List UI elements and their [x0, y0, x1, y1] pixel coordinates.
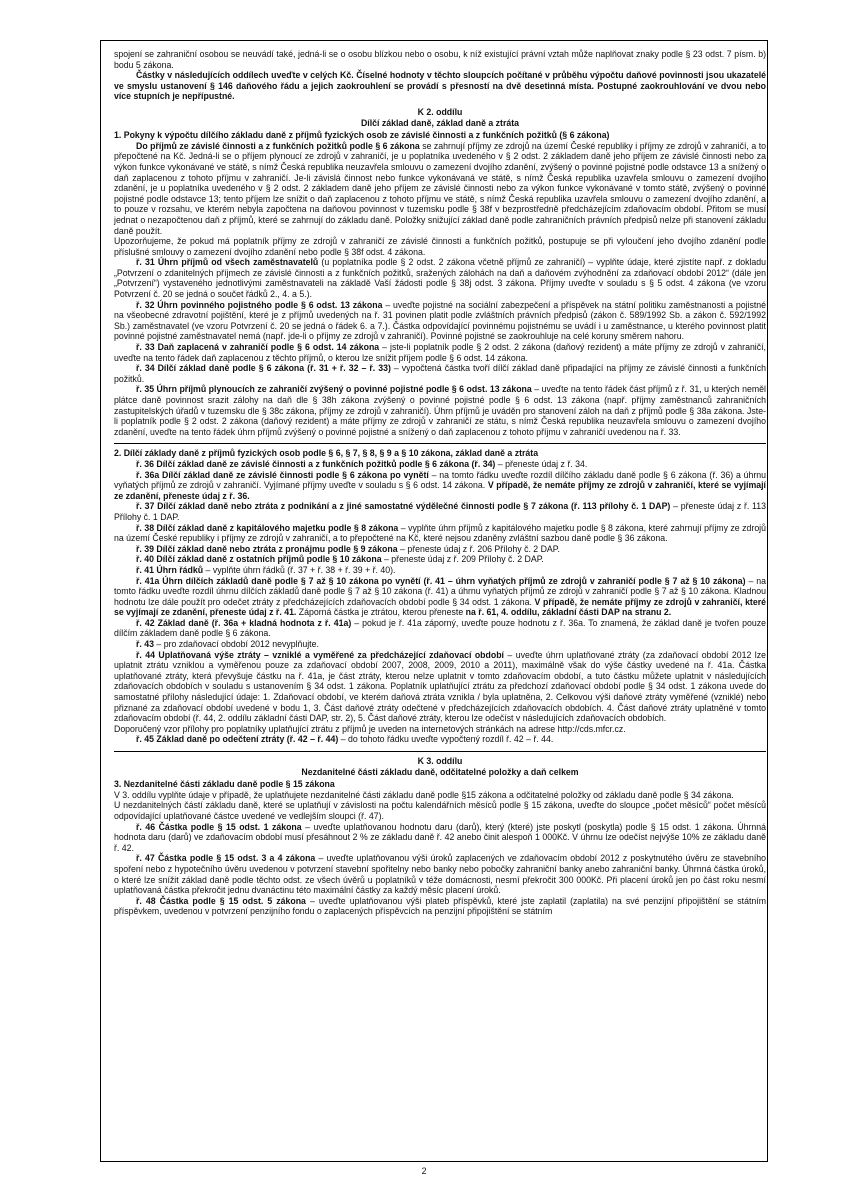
section-2-heading-1: 1. Pokyny k výpočtu dílčího základu daně z příjmů fyzických osob ze závislé činnosti a z funkčních požitků (§ 6 zákona)	[114, 130, 610, 141]
row-35-paragraph: ř. 35 Úhrn příjmů plynoucích ze zahraničí zvýšený o povinné pojistné podle § 6 odst. 13 zákona – uveďte na tento řádek část příjmů z ř. 31, u kterých neměl plátce daně povinnost srazit zálohy na daň dle § 38h zákona zvýšený o povinné pojistné podle § 6 odst. 13 zákona (např. příjmy zaměstnanců zahraničních zastupitelských úřadů v tuzemsku dle § 38c zákona, příjmy ze zdrojů v zahraničí). Úhrn příjmů je uváděn pro stanovení záloh na daň z příjmů podle § 38a zákona. Jste-li poplatník podle § 2 odst. 2 zákona (daňový rezident) a máte příjmy ze zdrojů v zahraničí ze státu, s nímž Česká republika neuzavřela smlouvu o zamezení dvojího zdanění, uveďte na tento řádek úhrn příjmů zvýšený o povinné pojistné a snížený o daň zaplacenou z tohoto příjmu v zahraničí uvedenou na ř. 33.	[114, 384, 766, 437]
row-37-paragraph: ř. 37 Dílčí základ daně nebo ztráta z podnikání a z jiné samostatné výdělečné činnosti podle § 7 zákona (ř. 113 přílohy č. 1 DAP) – přeneste údaj z ř. 113 Přílohy č. 1 DAP.	[114, 501, 767, 522]
divider	[114, 443, 766, 444]
section-2-subtitle: Dílčí základ daně, základ daně a ztráta	[360, 117, 520, 128]
intro-note: Částky v následujících oddílech uveďte v celých Kč. Číselné hodnoty v těchto sloupcích počítané v průběhu výpočtu daňové povinnosti jsou ukazatelé ve smyslu ustanovení § 146 daňového řádu a jejich zaokrouhlení se provádí s přesností na dvě desetinná místa. Postupné zaokrouhlování ve dvou nebo více stupních je nepřípustné.	[114, 70, 766, 102]
row-43-paragraph: ř. 43 – pro zdaňovací období 2012 nevyplňujte.	[136, 639, 319, 650]
intro-paragraph: spojení se zahraniční osobou se neuvádí také, jedná-li se o osobu blízkou nebo o osobu, k níž existující právní vztah může naplňovat znaky podle § 23 odst. 7 písm. b) bodu 5 zákona.	[114, 49, 766, 70]
section-3-heading: 3. Nezdanitelné části základu daně podle § 15 zákona	[114, 779, 335, 790]
income-paragraph: Do příjmů ze závislé činnosti a z funkčních požitků podle § 6 zákona se zahrnují příjmy ze zdrojů na území České republiky i příjmy ze zdrojů v zahraničí, a to přepočtené na Kč. Jedná-li se o příjem plynoucí ze zdrojů v zahraničí, je u poplatníka uvedeného v § 2 odst. 2 základem daně jeho příjem ze závislé činnosti nebo za výkon funkce vykonávané ve státě, s nímž Česká republika neuzavřela smlouvu o zamezení dvojího zdanění, zvýšený o povinné pojistné podle odstavce 13 a snížený o daň zaplacenou z tohoto příjmu v zahraničí. Je-li závislá činnost nebo funkce vykonávaná ve státě, s nímž Česká republika uzavřela smlouvu o zamezení dvojího zdanění, je u poplatníka uvedeného v § 2 odst. 2 základem daně jeho příjem ze závislé činnosti nebo za výkon funkce vykonávané v tomto státě, zvýšený o povinné pojistné podle odstavce 13; tento příjem lze snížit o daň zaplacenou z tohoto příjmu ve státě, s nímž Česká republika uzavřela smlouvu o zamezení dvojího zdanění, a to pouze v rozsahu, ve kterém nebyla započtena na daňovou povinnost v tuzemsku podle § 38f v bezprostředně předcházejícím zdaňovacím období. Přitom se musí jednat o nezapočtenou daň z příjmů, které se zahrnují do základu daně. Položky snižující základ daně podle zahraničních právních předpisů nelze při stanovení základu daně použít.	[114, 140, 766, 236]
row-46-paragraph: ř. 46 Částka podle § 15 odst. 1 zákona – uveďte uplatňovanou hodnotu daru (darů), který (které) jste poskytl (poskytla) podle § 15 odst. 1 zákona. Úhrnná hodnota daru (darů) ve zdaňovacím období musí přesáhnout 2 % ze základu daně ř. 42 anebo činit alespoň 1 000Kč. V úhrnu lze odečíst nejvýše 10% ze základu daně ř. 42.	[114, 821, 767, 853]
doporuceny-paragraph: Doporučený vzor přílohy pro poplatníky uplatňující ztrátu z příjmů je uveden na internetových stránkách na adrese http://cds.mfcr.cz.	[114, 723, 626, 734]
row-48-paragraph: ř. 48 Částka podle § 15 odst. 5 zákona – uveďte uplatňovanou výši plateb příspěvků, které jste zaplatil (zaplatila) na své penzijní připojištění se státním příspěvkem, uvedenou v potvrzení penzijního fondu o zaplacených příspěvcích na penzijní připojištění se státním	[114, 895, 766, 917]
row-44-paragraph: ř. 44 Uplatňovaná výše ztráty – vzniklé a vyměřené za předcházející zdaňovací období – uveďte úhrn uplatňované ztráty (za zdaňovací období 2012 lze uplatnit ztrátu vzniklou a vyměřenou pouze za zdaňovací období 2007, 2008, 2009, 2010 a 2011), maximálně však do výše částky uvedené na ř. 41a. Částka uplatňované ztráty, která převyšuje částku na ř. 41a, je část ztráty, kterou nelze uplatnit v tomto zdaňovacím období, a tuto částku můžete uplatnit v následujících zdaňovacích obdobích v souladu s ustanovením § 34 odst. 1 zákona. Poplatník uplatňující ztrátu za předchozí zdaňovací období podle § 34 odst. 1 zákona uvede do samostatné přílohy následující údaje: 1. Zdaňovací období, ve kterém daňová ztráta vznikla / byla uplatněna, 2. Celkovou výši daňové ztráty vyměřené (vzniklé) nebo přiznané za zdaňovací období uvedené v bodu 1, 3. Část daňové ztráty odečtené v předcházejících zdaňovacích obdobích. 4. Část daňové ztráty uplatněné v tomto zdaňovacím období (ř. 44, 2. oddílu základní části DAP, str. 2), 5. Část daňové ztráty, kterou lze odečíst v následujících zdaňovacích obdobích.	[114, 649, 766, 724]
row-40-paragraph: ř. 40 Dílčí základ daně z ostatních příjmů podle § 10 zákona – přeneste údaj z ř. 209 Přílohy č. 2 DAP.	[136, 554, 544, 565]
row-41-paragraph: ř. 41 Úhrn řádků – vyplňte úhrn řádků (ř. 37 + ř. 38 + ř. 39 + ř. 40).	[136, 564, 396, 575]
row-45-paragraph: ř. 45 Základ daně po odečtení ztráty (ř. 42 – ř. 44) – do tohoto řádku uveďte vypočtený rozdíl ř. 42 – ř. 44.	[136, 734, 554, 745]
upozornujeme-paragraph: Upozorňujeme, že pokud má poplatník příjmy ze zdrojů v zahraničí ze závislé činnosti a funkčních požitků, postupuje se při vyloučení jeho dvojího zdanění podle příslušné smlouvy o zamezení dvojího zdanění nebo podle § 38f odst. 4 zákona.	[114, 236, 766, 257]
section-3-title: K 3. oddílu	[417, 756, 463, 766]
divider	[114, 751, 766, 752]
section-2-title: K 2. oddílu	[417, 106, 463, 117]
row-32-paragraph: ř. 32 Úhrn povinného pojistného podle § 6 odst. 13 zákona – uveďte pojistné na sociální zabezpečení a příspěvek na státní politiku zaměstnanosti a pojistné na všeobecné zdravotní pojištění, které je z příjmů uvedených na ř. 31 povinen platit podle zvláštních právních předpisů (zákon č. 589/1992 Sb. a zákon č. 592/1992 Sb.) zaměstnavatel (ve vzoru Potvrzení č. 20 se jedná o řádek 6. a 7.). Částka odpovídající povinnému pojistnému se uvádí i u zaměstnance, u kterého povinnost platit povinné pojistné zaměstnavatel nemá (např. jde-li o příjmy ze zdrojů v zahraničí). Povinné pojistné se zaokrouhluje na celé koruny směrem nahoru.	[114, 299, 766, 342]
row-31-paragraph: ř. 31 Úhrn příjmů od všech zaměstnavatelů (u poplatníka podle § 2 odst. 2 zákona včetně příjmů ze zahraničí) – vyplňte údaje, které zjistíte např. z dokladu „Potvrzení o zdanitelných příjmech ze závislé činnosti a z funkčních požitků, sražených zálohách na daň a daňovém zvýhodnění za zdaňovací období 2012“ (dále jen „Potvrzení“) vystaveného jednotlivými zaměstnavateli na základě Vaší žádosti podle § 38j odst. 3 zákona. Příjmy uveďte v souladu s § 5 odst. 4 zákona (ve vzoru Potvrzení č. 20 se jedná o součet řádků 2., 4. a 5.).	[114, 257, 766, 300]
document-body	[114, 49, 766, 917]
row-36a-paragraph: ř. 36a Dílčí základ daně ze závislé činnosti podle § 6 zákona po vynětí – na tomto řádku uveďte rozdíl dílčího základu daně podle § 6 zákona (ř. 36) a úhrnu vyňatých příjmů ze zdrojů v zahraničí. Vyjímané příjmy uveďte v souladu s § 6 odst. 14 zákona. V případě, že nemáte příjmy ze zdrojů v zahraničí, které se vyjímají ze zdanění, přeneste údaj z ř. 36.	[114, 469, 766, 501]
row-33-paragraph: ř. 33 Daň zaplacená v zahraničí podle § 6 odst. 14 zákona – jste-li poplatník podle § 2 odst. 2 zákona (daňový rezident) a máte příjmy ze zdrojů v zahraničí, uveďte na tento řádek daň zaplacenou z těchto příjmů, o kterou lze snížit příjem podle § 6 odst. 14 zákona.	[114, 342, 766, 363]
section-2-heading-2: 2. Dílčí základy daně z příjmů fyzických osob podle § 6, § 7, § 8, § 9 a § 10 zákona, základ daně a ztráta	[114, 448, 539, 459]
section-3-months-note: U nezdanitelných částí základu daně, které se uplatňují v závislosti na počtu kalendářních měsíců podle § 15 zákona, uveďte do sloupce „počet měsíců“ počet měsíců odpovídající uplatňované částce uvedené ve vedlejším sloupci (ř. 47).	[114, 800, 766, 821]
section-3-subtitle: Nezdanitelné části základu daně, odčitatelné položky a daň celkem	[301, 766, 579, 777]
row-34-paragraph: ř. 34 Dílčí základ daně podle § 6 zákona (ř. 31 + ř. 32 – ř. 33) – vypočtená částka tvoří dílčí základ daně připadající na příjmy ze závislé činnosti a funkčních požitků.	[114, 363, 766, 384]
row-39-paragraph: ř. 39 Dílčí základ daně nebo ztráta z pronájmu podle § 9 zákona – přeneste údaj z ř. 206 Přílohy č. 2 DAP.	[136, 543, 560, 554]
section-3-intro: V 3. oddílu vyplňte údaje v případě, že uplatňujete nezdanitelné části základu daně podle §15 zákona a odčitatelné položky od základu daně podle § 34 zákona.	[114, 789, 734, 800]
row-42-paragraph: ř. 42 Základ daně (ř. 36a + kladná hodnota z ř. 41a) – pokud je ř. 41a záporný, uveďte pouze hodnotu z ř. 36a. To znamená, že základ daně je tvořen pouze dílčím základem daně podle § 6 zákona.	[114, 617, 767, 639]
row-36-paragraph: ř. 36 Dílčí základ daně ze závislé činnosti a z funkčních požitků podle § 6 zákona (ř. 34) – přeneste údaj z ř. 34.	[136, 458, 588, 469]
row-38-paragraph: ř. 38 Dílčí základ daně z kapitálového majetku podle § 8 zákona – vyplňte úhrn příjmů z kapitálového majetku podle § 8 zákona, které zahrnují příjmy ze zdrojů na území České republiky i příjmy ze zdrojů v zahraničí, a to přepočtené na Kč, které nejsou zdaněny zvláštní sazbou daně podle § 36 zákona.	[114, 522, 766, 544]
row-47-paragraph: ř. 47 Částka podle § 15 odst. 3 a 4 zákona – uveďte uplatňovanou výši úroků zaplacených ve zdaňovacím období 2012 z poskytnutého úvěru ze stavebního spoření nebo z hypotečního úvěru uvedenou v potvrzení stavební spořitelny nebo banky nebo pobočky zahraniční banky anebo zahraniční banky. Úhrnná částka úroků, o které lze snížit základ daně podle těchto odst. ze všech úvěrů u poplatníků v téže domácnosti, nesmí překročit 300 000Kč. Při placení úroků jen po část roku nesmí uplatňovaná částka překročit jednu dvanáctinu této maximální částky za každý měsíc placení úroků.	[114, 853, 766, 896]
row-41a-paragraph: ř. 41a Úhrn dílčích základů daně podle § 7 až § 10 zákona po vynětí (ř. 41 – úhrn vyňatých příjmů ze zdrojů v zahraničí podle § 7 až § 10 zákona) – na tomto řádku uveďte rozdíl úhrnu dílčích základů daně podle § 7 až § 10 zákona (ř. 41) a úhrnu vyňatých příjmů ze zdrojů v zahraničí podle § 7 až § 10 zákona. Kladnou hodnotu lze dále použít pro odečet ztráty z předcházejících zdaňovacích období podle § 34 odst. 1 zákona. V případě, že nemáte příjmy ze zdrojů v zahraničí, které se vyjímají ze zdanění, přeneste údaj z ř. 41. Záporná částka je ztrátou, kterou přeneste na ř. 61, 4. oddílu, základní části DAP na stranu 2.	[114, 575, 766, 618]
page-number: 2	[421, 1166, 427, 1176]
